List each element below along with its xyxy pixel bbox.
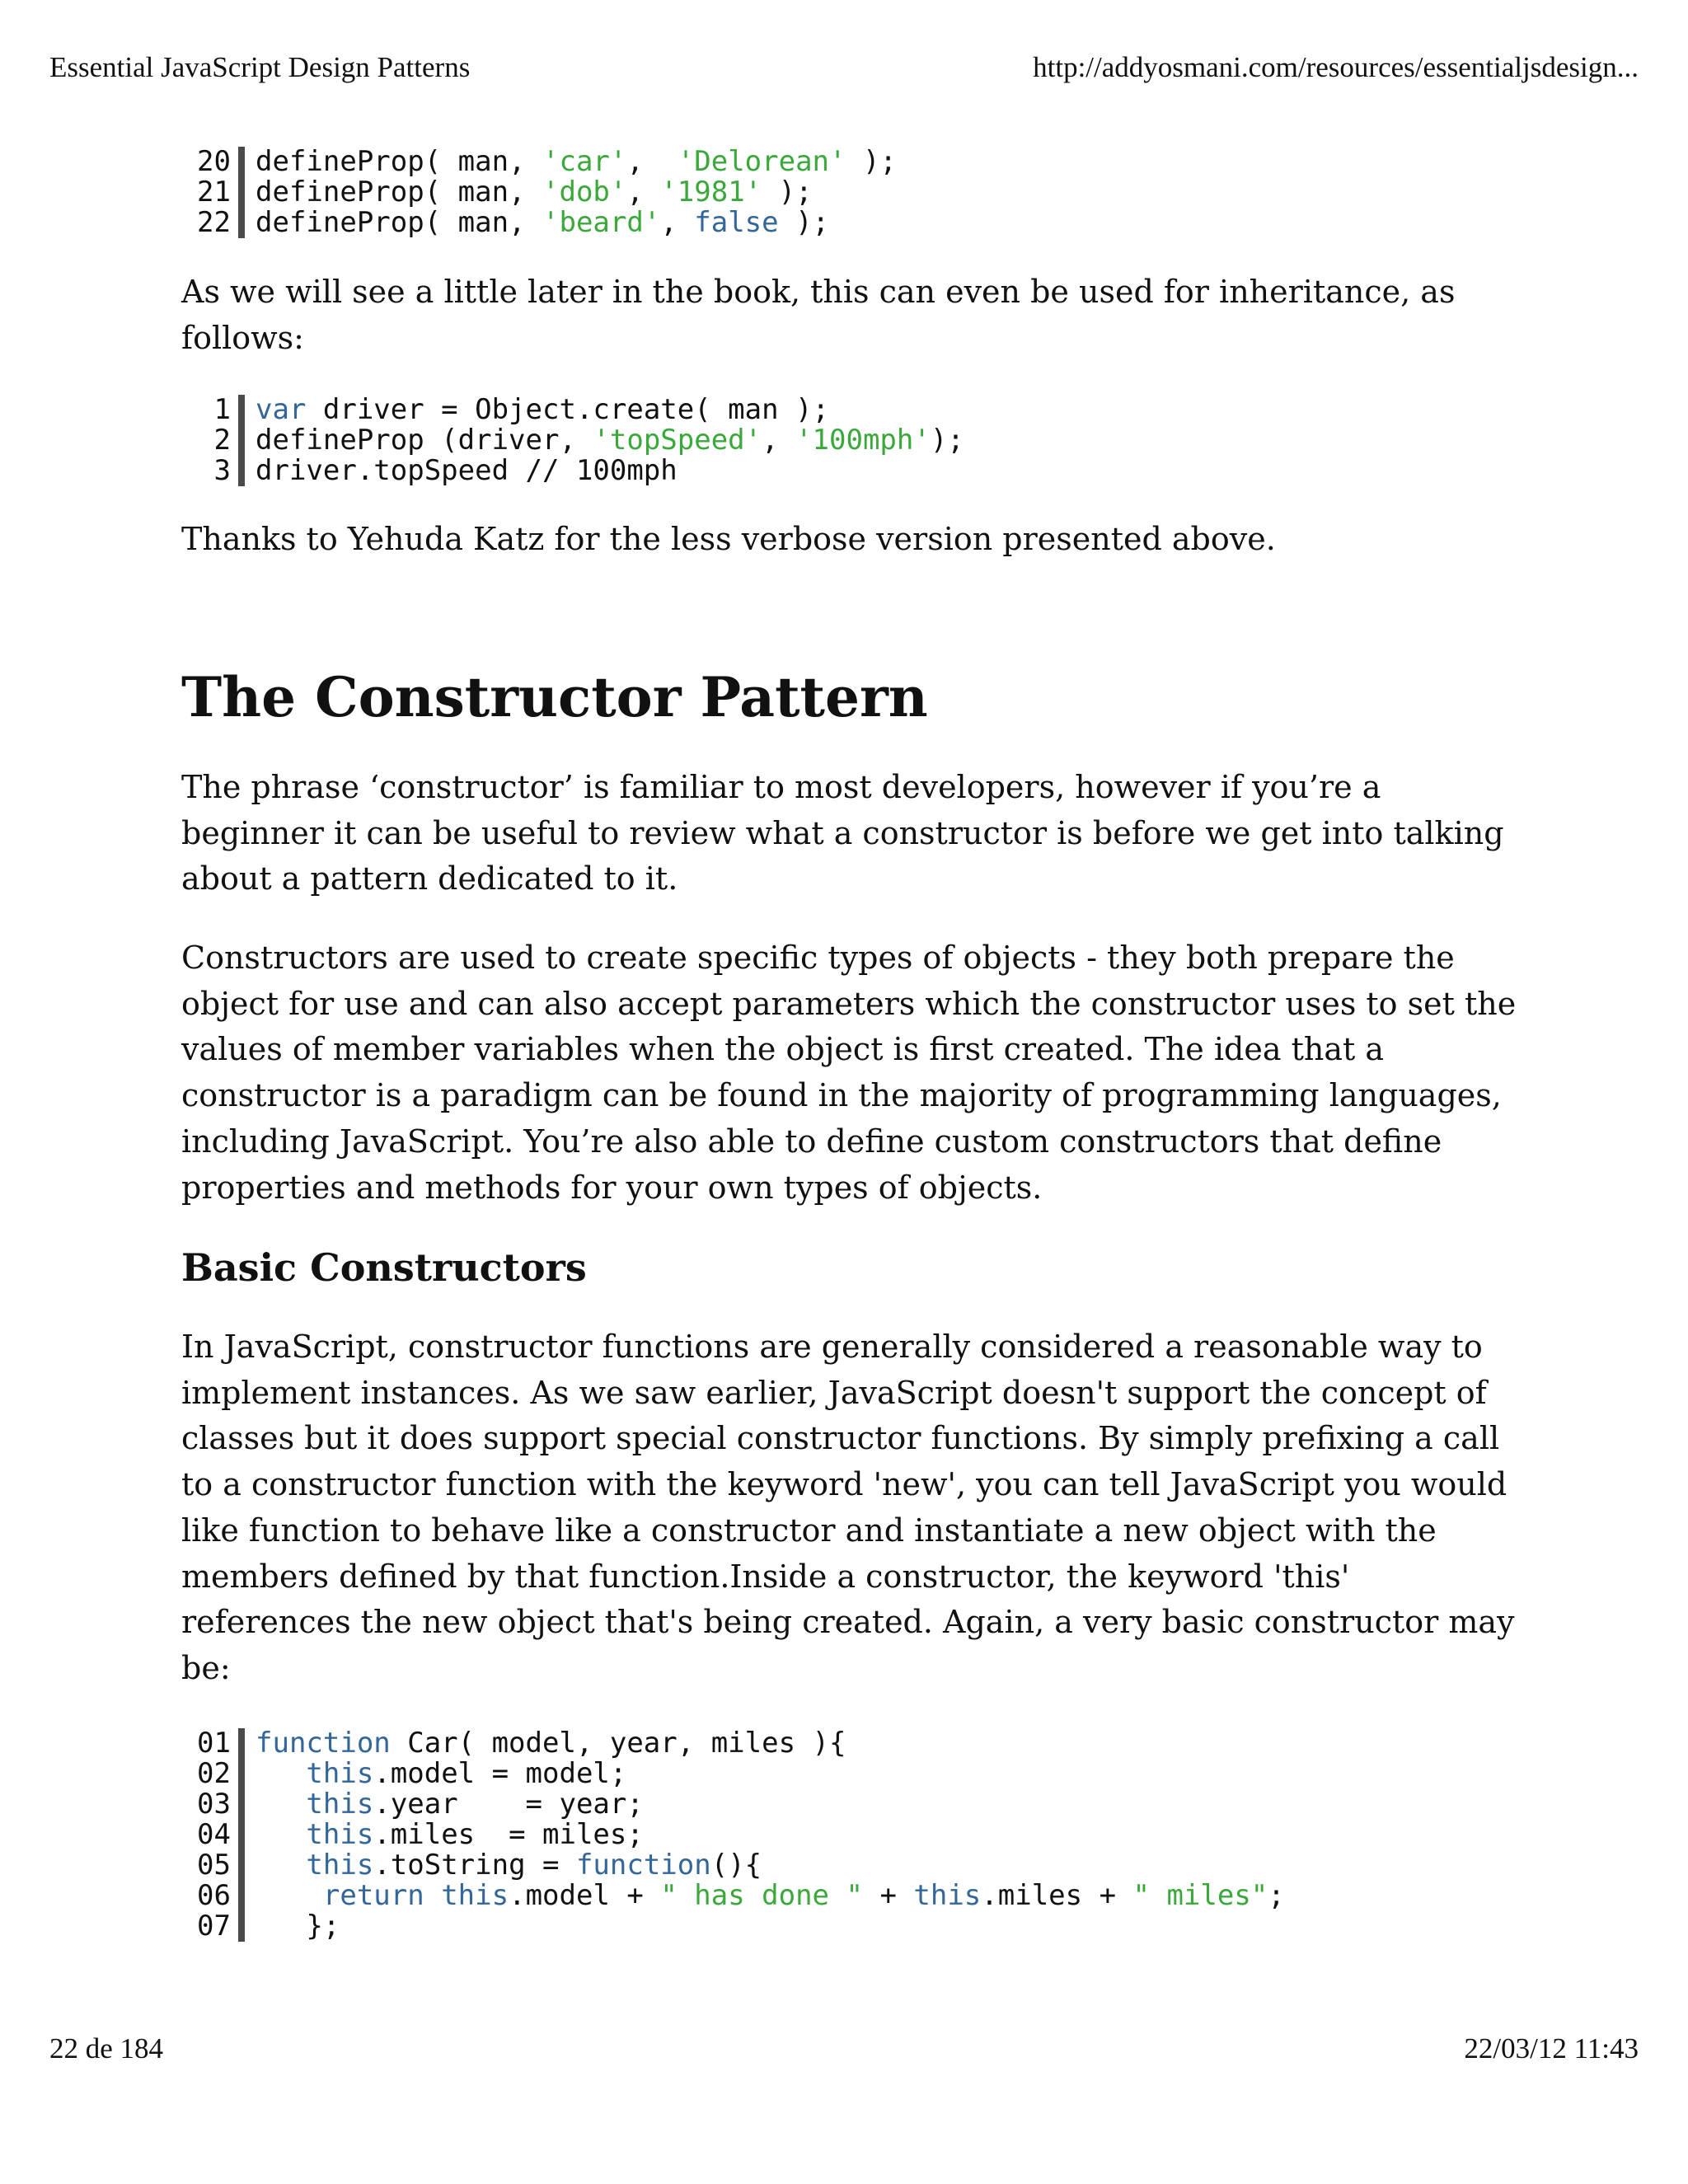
code-token: .year = year; [373,1788,644,1821]
heading-basic-constructors: Basic Constructors [181,1245,587,1290]
code-string: '100mph' [795,424,931,457]
code-line [181,1759,1285,1789]
line-number: 01 [197,1727,231,1760]
code-token: , [762,424,796,457]
line-number: 03 [197,1788,231,1821]
gutter-bar [238,1850,245,1881]
code-text [256,177,813,208]
gutter-bar [238,1789,245,1820]
print-datetime: 22/03/12 11:43 [1464,2032,1639,2064]
code-token: defineProp( man, [256,176,542,209]
code-line [181,1850,1285,1881]
gutter-bar [238,208,245,238]
code-block-driver [181,395,964,486]
code-token: ); [930,424,964,457]
code-line [181,425,964,456]
code-line [181,1728,1285,1759]
code-text [256,147,897,177]
code-token: .model = model; [373,1757,627,1790]
gutter-bar [238,147,245,177]
code-token: driver = Object.create( man ); [306,393,829,426]
code-token: (){ [710,1849,762,1882]
line-number: 22 [197,206,231,239]
code-token: ); [846,145,897,178]
paragraph-phrase-constructor: The phrase ‘constructor’ is familiar to most developers, however if you’re a beginner it can be useful to review what a constructor is before we get into talking about a pattern dedicated to it. [181,769,1504,898]
code-text [256,1820,644,1850]
code-line [181,1881,1285,1911]
line-number: 3 [213,454,231,487]
code-keyword: this [306,1818,374,1851]
document-title: Essential JavaScript Design Patterns [49,51,471,83]
code-line [181,1789,1285,1820]
code-token: driver.topSpeed // 100mph [256,454,678,487]
code-token: .model + [509,1879,661,1912]
gutter-bar [238,1759,245,1789]
line-number: 04 [197,1818,231,1851]
code-keyword: this [913,1879,982,1912]
code-line [181,208,897,238]
code-line [181,1911,1285,1942]
code-string: 'car' [542,145,627,178]
code-string: 'topSpeed' [593,424,762,457]
line-number: 05 [197,1849,231,1882]
code-token [256,1849,306,1882]
code-token: , [660,206,695,239]
code-text [256,456,678,486]
code-keyword: function [256,1727,391,1760]
code-line [181,147,897,177]
code-token: , [626,176,661,209]
document-url: http://addyosmani.com/resources/essentialjsdesign... [1033,51,1639,83]
code-keyword: var [256,393,307,426]
gutter-bar [238,425,245,456]
heading-constructor-pattern: The Constructor Pattern [181,665,928,729]
code-string: " miles" [1132,1879,1268,1912]
code-token: ); [778,206,830,239]
code-token: ); [762,176,813,209]
code-text [256,1850,762,1881]
gutter-bar [238,456,245,486]
code-string: 'beard' [542,206,661,239]
print-footer [49,2031,1639,2067]
code-token: defineProp (driver, [256,424,593,457]
line-number: 21 [197,176,231,209]
code-token [256,1818,306,1851]
code-token [256,1757,306,1790]
page-counter: 22 de 184 [49,2032,164,2064]
gutter-bar [238,1728,245,1759]
code-text [256,208,829,238]
code-string: 'dob' [542,176,627,209]
code-string: " has done " [660,1879,863,1912]
code-keyword: this [441,1879,509,1912]
line-number: 2 [213,424,231,457]
print-header [49,49,1639,86]
line-number: 20 [197,145,231,178]
code-token [256,1879,323,1912]
gutter-bar [238,1881,245,1911]
line-number: 06 [197,1879,231,1912]
paragraph-constructors-used: Constructors are used to create specific types of objects - they both prepare the object for use and can also accept parameters which the constructor uses to set the values of member variables when the object is first created. The idea that a constructor is a paradigm can be found in the majority of programming languages, including JavaScript. You’re also able to define custom constructors that define properties and methods for your own types of objects. [181,940,1517,1206]
gutter-bar [238,395,245,425]
code-block-defineprop [181,147,897,238]
code-token: , [626,145,678,178]
code-line [181,177,897,208]
code-line [181,395,964,425]
code-keyword: false [694,206,779,239]
code-text [256,1728,846,1759]
code-text [256,1911,340,1942]
code-keyword: return [322,1879,424,1912]
code-token: .miles = miles; [373,1818,644,1851]
code-string: '1981' [660,176,762,209]
code-token: Car( model, year, miles ){ [390,1727,846,1760]
gutter-bar [238,1911,245,1942]
code-block-car-constructor [181,1728,1285,1942]
code-token: defineProp( man, [256,145,542,178]
gutter-bar [238,177,245,208]
paragraph-basic-constructors: In JavaScript, constructor functions are generally considered a reasonable way to implement instances. As we saw earlier, JavaScript doesn't support the concept of classes but it does support special constructor functions. By simply prefixing a call to a constructor function with the keyword 'new', you can tell JavaScript you would like function to behave like a constructor and instantiate a new object with the members defined by that function.Inside a constructor, the keyword 'this' references the new object that's being created. Again, a very basic constructor may be: [181,1329,1515,1686]
code-text [256,395,829,425]
gutter-bar [238,1820,245,1850]
code-token [256,1788,306,1821]
code-token: ; [1268,1879,1285,1912]
code-token [424,1879,441,1912]
code-text [256,425,964,456]
code-text [256,1789,644,1820]
code-token: defineProp( man, [256,206,542,239]
line-number: 1 [213,393,231,426]
line-number: 07 [197,1910,231,1943]
code-string: 'Delorean' [677,145,846,178]
code-text [256,1759,626,1789]
code-line [181,1820,1285,1850]
line-number: 02 [197,1757,231,1790]
code-keyword: this [306,1788,374,1821]
code-line [181,456,964,486]
code-keyword: function [575,1849,711,1882]
code-token: .miles + [981,1879,1133,1912]
code-keyword: this [306,1849,374,1882]
code-token: + [862,1879,914,1912]
paragraph-thanks: Thanks to Yehuda Katz for the less verbose version presented above. [181,521,1276,557]
code-token: .toString = [373,1849,576,1882]
paragraph-inheritance: As we will see a little later in the book, this can even be used for inheritance, as follows: [181,274,1456,356]
code-token: }; [256,1910,340,1943]
code-keyword: this [306,1757,374,1790]
code-text [256,1881,1285,1911]
